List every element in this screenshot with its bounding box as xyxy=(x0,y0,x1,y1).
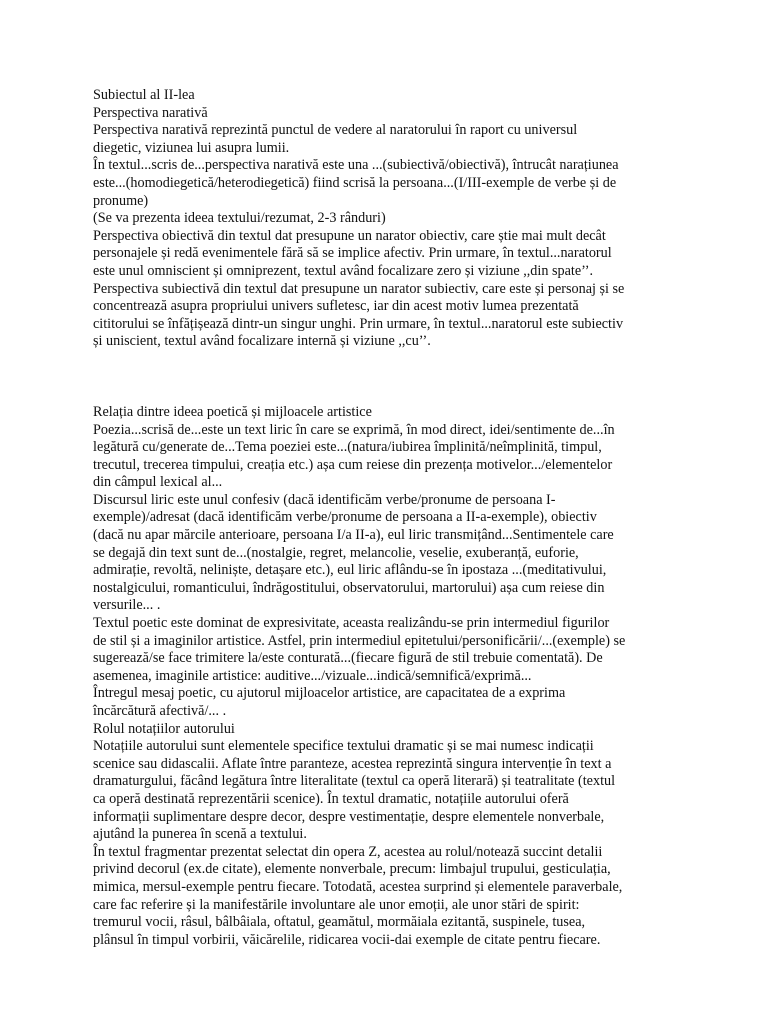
text-line: de stil și a imaginilor artistice. Astfel, prin intermediul epitetului/personificării/...(exemple) se xyxy=(93,632,626,649)
text-line: plânsul în timpul vorbirii, văicărelile, ridicarea vocii-dai exemple de citate pentru fiecare. xyxy=(93,931,601,948)
text-line: Perspectiva subiectivă din textul dat presupune un narator subiectiv, care este și personaj și se xyxy=(93,280,625,297)
text-line: Întregul mesaj poetic, cu ajutorul mijloacelor artistice, are capacitatea de a exprima xyxy=(93,685,566,702)
text-line: ca operă destinată reprezentării scenice). În textul dramatic, notațiile autorului oferă xyxy=(93,790,569,807)
document-page xyxy=(93,87,673,949)
section-gap xyxy=(93,351,673,404)
text-line: exemple)/adresat (dacă identificăm verbe/pronume de persoana a II-a-exemple), obiectiv xyxy=(93,509,597,526)
text-line: (dacă nu apar mărcile anterioare, persoana I/a II-a), eul liric transmițând...Sentimentele care xyxy=(93,527,614,544)
text-line: cititorului se înfățișează dintr-un singur unghi. Prin urmare, în textul...naratorul este subiectiv xyxy=(93,315,624,332)
text-line: ajutând la punerea în scenă a textului. xyxy=(93,826,307,843)
text-line: asemenea, imaginile artistice: auditive.../vizuale...indică/semnifică/exprimă... xyxy=(93,667,532,684)
text-line: Discursul liric este unul confesiv (dacă identificăm verbe/pronume de persoana I- xyxy=(93,491,556,508)
section-narrative-perspective xyxy=(93,87,673,351)
text-line: Perspectiva narativă xyxy=(93,104,208,121)
text-line: din câmpul lexical al... xyxy=(93,474,223,491)
text-line: (Se va prezenta ideea textului/rezumat, 2-3 rânduri) xyxy=(93,210,386,227)
text-line: concentrează asupra propriului univers sufletesc, iar din acest motiv lumea prezentată xyxy=(93,298,579,315)
text-line: versurile... . xyxy=(93,597,161,614)
text-line: mimica, mersul-exemple pentru fiecare. Totodată, acestea surprind și elementele paraverbale, xyxy=(93,878,623,895)
text-line: În textul...scris de...perspectiva narativă este una ...(subiectivă/obiectivă), întrucât narațiunea xyxy=(93,157,619,174)
text-line: informații suplimentare despre decor, despre vestimentație, despre elementele nonverbale, xyxy=(93,808,605,825)
text-line: legătură cu/generate de...Tema poeziei este...(natura/iubirea împlinită/neîmplinită, timpul, xyxy=(93,439,602,456)
text-line: Poezia...scrisă de...este un text liric în care se exprimă, în mod direct, idei/sentimente de...în xyxy=(93,421,615,438)
text-line: Perspectiva narativă reprezintă punctul de vedere al naratorului în raport cu universul xyxy=(93,122,578,139)
text-line: pronume) xyxy=(93,192,149,209)
text-line: Perspectiva obiectivă din textul dat presupune un narator obiectiv, care știe mai mult decât xyxy=(93,227,606,244)
text-line: sugerează/se face trimitere la/este conturată...(fiecare figură de stil trebuie comentată). De xyxy=(93,650,603,667)
text-line: diegetic, viziunea lui asupra lumii. xyxy=(93,139,290,156)
text-line: tremurul vocii, râsul, bâlbâiala, oftatul, geamătul, mormăiala ezitantă, suspinele, tusea, xyxy=(93,914,586,931)
text-line: care fac referire și la manifestările involuntare ale unor emoții, ale unor stări de spirit: xyxy=(93,896,580,913)
text-line: se degajă din text sunt de...(nostalgie, regret, melancolie, veselie, exuberanță, euforie, xyxy=(93,544,579,561)
text-line: Notațiile autorului sunt elementele specifice textului dramatic și se mai numesc indicații xyxy=(93,738,594,755)
text-line: Subiectul al II-lea xyxy=(93,87,195,103)
text-line: trecutul, trecerea timpului, creația etc.) așa cum reiese din prezența motivelor.../elementelor xyxy=(93,456,613,473)
text-line: este...(homodiegetică/heterodiegetică) fiind scrisă la persoana...(I/III-exemple de verbe și de xyxy=(93,174,617,191)
text-line: scenice sau didascalii. Aflate între paranteze, acestea reprezintă singura intervenție în text a xyxy=(93,755,612,772)
text-line: Relația dintre ideea poetică și mijloacele artistice xyxy=(93,403,372,420)
text-line: În textul fragmentar prezentat selectat din opera Z, acestea au rolul/notează succint detalii xyxy=(93,843,603,860)
text-line: privind decorul (ex.de citate), elemente nonverbale, precum: limbajul trupului, gesticulația, xyxy=(93,861,611,878)
text-line: Rolul notațiilor autorului xyxy=(93,720,235,737)
section-poetic-idea xyxy=(93,404,673,949)
text-line: nostalgicului, romanticului, îndrăgostitului, observatorului, martorului) așa cum reiese din xyxy=(93,579,605,596)
text-line: personajele și redă evenimentele fără să se implice afectiv. Prin urmare, în textul...naratorul xyxy=(93,245,612,262)
text-line: este unul omniscient și omniprezent, textul având focalizare zero și viziune ,,din spate’’. xyxy=(93,262,594,279)
text-line: Textul poetic este dominat de expresivitate, aceasta realizându-se prin intermediul figurilor xyxy=(93,615,610,632)
text-line: dramaturgului, făcând legătura între literalitate (textul ca operă literară) și teatralitate (textul xyxy=(93,773,616,790)
text-line: încărcătură afectivă/... . xyxy=(93,703,227,719)
text-line: admirație, revoltă, neliniște, detașare etc.), eul liric aflându-se în ipostaza ...(meditativului, xyxy=(93,562,607,579)
text-line: și uniscient, textul având focalizare internă și viziune ,,cu’’. xyxy=(93,333,431,350)
